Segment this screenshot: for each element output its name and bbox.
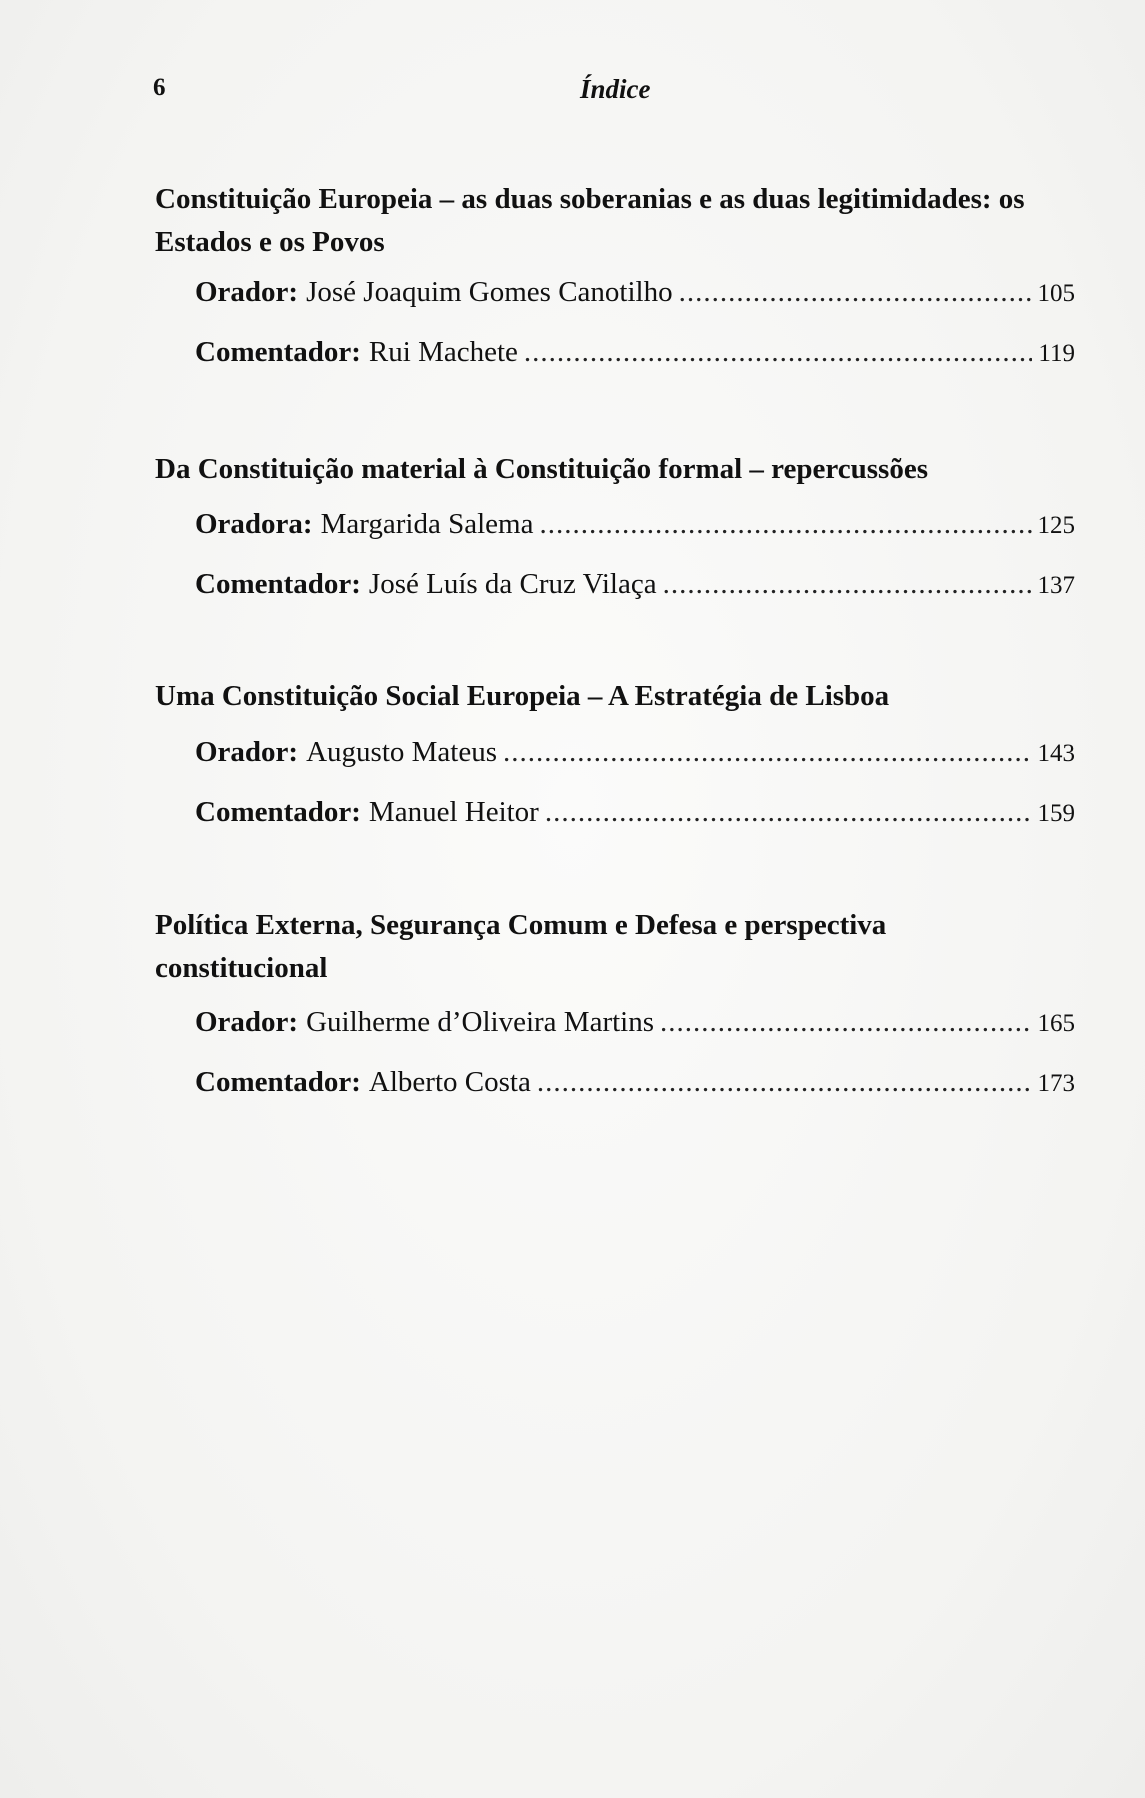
toc-entry[interactable] — [195, 336, 1075, 376]
entry-page-number: 143 — [1037, 740, 1075, 767]
toc-section — [155, 904, 915, 990]
entry-page-number: 173 — [1037, 1070, 1075, 1097]
toc-section — [155, 675, 1080, 718]
toc-entry[interactable] — [195, 796, 1075, 836]
entry-page-number: 165 — [1037, 1010, 1075, 1037]
toc-entry[interactable] — [195, 1066, 1075, 1106]
entry-role: Orador: — [195, 276, 299, 308]
dot-leader — [524, 336, 1033, 369]
toc-section — [155, 448, 1080, 491]
section-title: Constituição Europeia – as duas soberanias e as duas legitimidades: os Estados e os Povos — [155, 183, 1025, 258]
entry-role: Orador: — [195, 736, 299, 768]
dot-leader — [537, 1066, 1032, 1099]
entry-name: Guilherme d’Oliveira Martins — [306, 1006, 654, 1038]
dot-leader — [503, 736, 1031, 769]
entry-page-number: 105 — [1037, 280, 1075, 307]
entry-name: Alberto Costa — [368, 1066, 531, 1098]
entry-name: Manuel Heitor — [368, 796, 539, 828]
running-head: Índice — [580, 74, 651, 104]
entry-name: Rui Machete — [368, 336, 518, 368]
toc-entry[interactable] — [195, 736, 1075, 776]
dot-leader — [679, 276, 1032, 309]
entry-role: Comentador: — [195, 1066, 361, 1098]
entry-page-number: 159 — [1037, 800, 1075, 827]
entry-role: Oradora: — [195, 508, 313, 540]
page-number: 6 — [153, 74, 166, 101]
dot-leader — [663, 568, 1032, 601]
section-title: Política Externa, Segurança Comum e Defesa e perspectiva constitucional — [155, 909, 887, 984]
toc-entry[interactable] — [195, 568, 1075, 608]
section-title: Uma Constituição Social Europeia – A Estratégia de Lisboa — [155, 680, 890, 712]
dot-leader — [545, 796, 1032, 829]
toc-entry[interactable] — [195, 1006, 1075, 1046]
entry-name: Augusto Mateus — [306, 736, 498, 768]
entry-page-number: 125 — [1037, 512, 1075, 539]
dot-leader — [660, 1006, 1032, 1039]
section-title: Da Constituição material à Constituição formal – repercussões — [155, 453, 928, 485]
toc-entry[interactable] — [195, 508, 1075, 548]
entry-page-number: 119 — [1038, 340, 1075, 367]
entry-page-number: 137 — [1037, 572, 1075, 599]
dot-leader — [539, 508, 1031, 541]
entry-role: Comentador: — [195, 568, 361, 600]
toc-entry[interactable] — [195, 276, 1075, 316]
entry-name: José Joaquim Gomes Canotilho — [306, 276, 673, 308]
toc-section — [155, 178, 1080, 264]
entry-role: Comentador: — [195, 796, 361, 828]
entry-role: Comentador: — [195, 336, 361, 368]
entry-name: Margarida Salema — [320, 508, 534, 540]
entry-name: José Luís da Cruz Vilaça — [368, 568, 657, 600]
entry-role: Orador: — [195, 1006, 299, 1038]
